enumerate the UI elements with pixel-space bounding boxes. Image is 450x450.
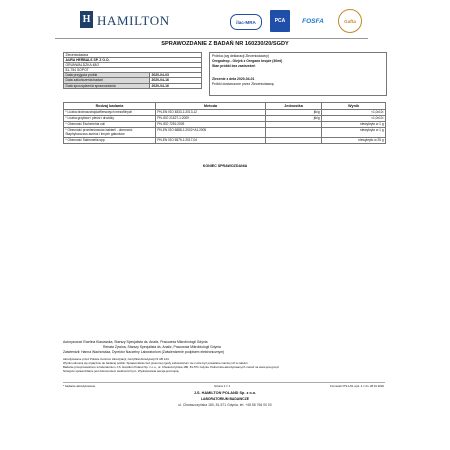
column-header: Wynik (322, 103, 386, 110)
order-date: Zlecenie z dnia 2020-04-01 (212, 77, 255, 81)
fosfa-logo-icon (297, 15, 329, 28)
company-name: J.S. HAMILTON POLAND Sp. z o.o. (193, 391, 257, 395)
table-row (64, 128, 386, 138)
pca-label: PCA (274, 18, 286, 24)
note-line: Wyniki odnoszą się wyłącznie do badanej próbki. Sprawozdanie bez pisemnej zgody Laboratorium nie może być powielane inaczej niż w całości. (63, 360, 249, 365)
report-end-text: KONIEC SPRAWOZDANIA (202, 164, 248, 168)
test-result: <1,0x10¹ (322, 116, 386, 122)
ilac-mra-logo-icon (230, 14, 262, 30)
sample-condition: Stan próbki bez zastrzeżeń (212, 64, 256, 68)
test-method: PN-ISO 21527-1:2009 (156, 116, 266, 122)
pca-logo-icon (270, 10, 290, 32)
gafta-logo-icon (338, 9, 362, 33)
client-city: 81-754 SOPOT (64, 68, 202, 73)
brand-name: HAMILTON (97, 13, 170, 28)
sample-note: Próbki dostarczone przez Zleceniodawcę (212, 82, 274, 86)
gafta-label: Gafta (344, 18, 356, 24)
test-unit (266, 138, 322, 144)
note-line: Badanie przeprowadzono w laboratorium J.S. Hamilton Poland Sp. z o.o., ul. Chwaszczyńska 180, 81-571 Gdynia. Pełna lista akredytowanych metod na www.pca.gov.pl (63, 364, 279, 369)
client-table (63, 52, 202, 89)
sample-info-box (209, 52, 387, 96)
footer-divider (63, 382, 385, 383)
fosfa-label: FOSFA (302, 18, 324, 25)
date-label: Data zakończenia badań (64, 78, 150, 83)
hamilton-logo-icon: H (80, 11, 93, 28)
test-name: * Obecność Escherichia coli (64, 122, 156, 128)
authorized-by: Autoryzował: Ewelina Klasowska, Starszy Specjalista ds. Analiz, Pracownia Mikrobiologii Gdynia (63, 340, 208, 344)
results-table (63, 102, 386, 144)
test-unit: jtk/g (266, 110, 322, 116)
client-street: GRUNWALDZKA 48/2 (64, 63, 202, 68)
accreditation-footnote: * badanie akredytowane (63, 384, 96, 388)
test-unit (266, 128, 322, 138)
table-row (64, 138, 386, 144)
date-label: Data sporządzenia sprawozdania (64, 83, 150, 88)
sample-label: Próbka (wg deklaracji Zleceniodawcy) (212, 54, 269, 58)
test-name: * Obecność promieniowców bakterii - obecność Staphylococcus aureus i innych gatunków (64, 128, 156, 138)
test-result: niewykryto w 1 g (322, 122, 386, 128)
column-header: Jednostka (266, 103, 322, 110)
test-name: * Liczba drobnoustrojów/tlenowych mezofilnych (64, 110, 156, 116)
authorized-by-second: Renata Żywina, Starszy Specjalista ds. Analiz, Pracownia Mikrobiologii Gdynia (103, 345, 221, 349)
test-result: niewykryto w 1 g (322, 128, 386, 138)
note-line: Niniejsze sprawozdanie jest dokumentem elektronicznym. Wydrukowana wersja jest kopią. (63, 368, 180, 373)
test-method: PN-EN ISO 6888-1:2002+A1:2005 (156, 128, 266, 138)
form-number: Formularz PS-1/01 wyd. 4 z dn. 28.01.2020 (330, 384, 384, 388)
date-value: 2020-04-03 (150, 73, 202, 78)
test-method: PN-EN ISO 6579-1:2017-04 (156, 138, 266, 144)
header-divider (55, 38, 368, 39)
test-result: <1,0x10¹ (322, 110, 386, 116)
test-name: * Obecność Salmonella spp. (64, 138, 156, 144)
report-title: SPRAWOZDANIE Z BADAŃ NR 160230/20/SGDY (161, 41, 289, 47)
date-value: 2020-04-16 (150, 83, 202, 88)
client-label: Zleceniodawca (64, 53, 202, 58)
approved-by: Zatwierdził: Hanna Wachowska, Dyrektor Naczelny Laboratorium (Zatwierdzenie podpisem elektronicznym) (63, 350, 225, 354)
column-header: Metoda (156, 103, 266, 110)
sample-name: Oregodrop - Olejek z Oregano krople (30ml) (212, 59, 283, 63)
test-method: PN-EN ISO 4833-1:2013-12 (156, 110, 266, 116)
test-unit: jtk/g (266, 116, 322, 122)
date-value: 2020-04-16 (150, 78, 202, 83)
page-number: Strona 1 z 1 (214, 384, 231, 388)
column-header: Rodzaj badania (64, 103, 156, 110)
test-method: PN-ISO 7251:2009 (156, 122, 266, 128)
note-line: Akredytowane przez Polskie Centrum Akredytacji, Certyfikat Akredytacji Nr AB 144. (63, 357, 170, 361)
company-address: ul. Chwaszczyńska 180, 81-571 Gdynia, tel. +48 58 766 00 00 (178, 403, 272, 407)
test-name: * Liczba grzybów i pleśni i drożdży (64, 116, 156, 122)
ilac-mra-label: ilac-MRA (236, 19, 256, 25)
test-result: niewykryto w 25 g (322, 138, 386, 144)
client-name: AURA HERBALS SP. Z O.O. (64, 58, 202, 63)
company-department: LABORATORIUM BADAWCZE (200, 397, 250, 401)
date-label: Data przyjęcia próbki (64, 73, 150, 78)
notes-block (63, 358, 385, 374)
